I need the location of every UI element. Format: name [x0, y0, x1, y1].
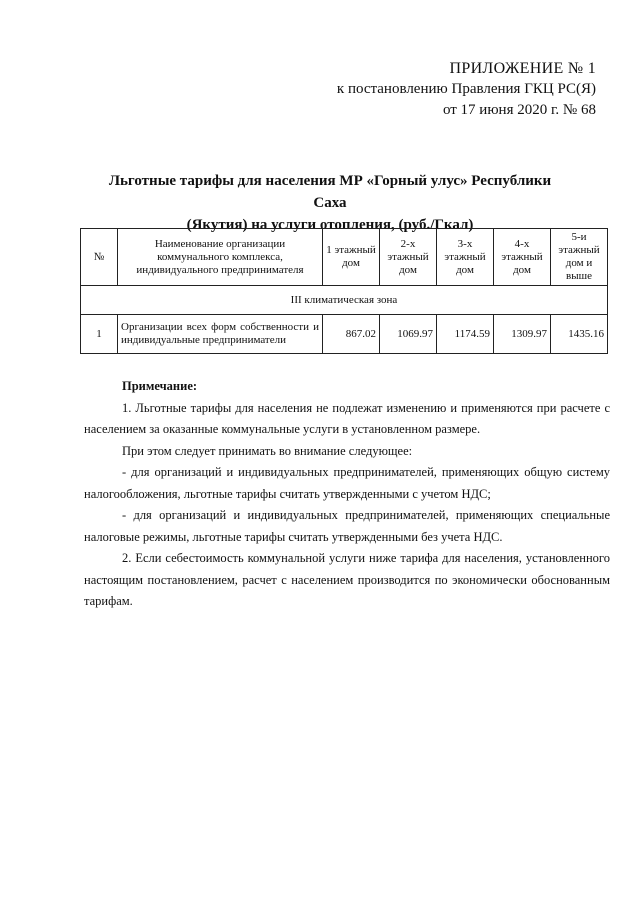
tariff-floors-5: 1435.16	[551, 315, 608, 354]
tariff-floors-2: 1069.97	[380, 315, 437, 354]
tariff-floors-1: 867.02	[323, 315, 380, 354]
note-paragraph-1: 1. Льготные тарифы для населения не подлежат изменению и применяются при расчете с населением за оказанные коммунальные услуги в установленном размере.	[84, 400, 610, 436]
appendix-number: ПРИЛОЖЕНИЕ № 1	[449, 60, 596, 77]
document-title	[100, 170, 560, 236]
appendix-header	[296, 58, 596, 121]
header-floors-3: 3-х этажный дом	[437, 229, 494, 286]
table-row	[81, 315, 608, 354]
note-paragraph-4: - для организаций и индивидуальных предпринимателей, применяющих специальные налоговые режимы, льготные тарифы считать утвержденными без учета НДС.	[84, 508, 610, 544]
appendix-reference: к постановлению Правления ГКЦ РС(Я)	[336, 81, 596, 97]
table-header-row	[81, 229, 608, 286]
tariff-floors-3: 1174.59	[437, 315, 494, 354]
header-organization: Наименование организации коммунального комплекса, индивидуального предпринимателя	[118, 229, 323, 286]
header-floors-2: 2-х этажный дом	[380, 229, 437, 286]
row-organization: Организации всех форм собственности и индивидуальные предприниматели	[118, 315, 323, 354]
note-paragraph-2: При этом следует принимать во внимание следующее:	[122, 443, 413, 458]
climate-zone: III климатическая зона	[81, 286, 608, 315]
tariffs-table	[80, 228, 608, 354]
notes-heading: Примечание:	[122, 379, 198, 393]
appendix-date: от 17 июня 2020 г. № 68	[442, 102, 596, 118]
header-floors-1: 1 этажный дом	[323, 229, 380, 286]
notes-section	[84, 376, 610, 613]
tariff-floors-4: 1309.97	[494, 315, 551, 354]
document-title-line-1: Льготные тарифы для населения МР «Горный улус» Республики Саха	[108, 173, 552, 211]
header-number: №	[81, 229, 118, 286]
row-number: 1	[81, 315, 118, 354]
note-paragraph-3: - для организаций и индивидуальных предпринимателей, применяющих общую систему налогообложения, льготные тарифы считать утвержденными с учетом НДС;	[84, 465, 610, 501]
zone-row	[81, 286, 608, 315]
header-floors-4: 4-х этажный дом	[494, 229, 551, 286]
header-floors-5: 5-и этажный дом и выше	[551, 229, 608, 286]
document-title-line-2: (Якутия) на услуги отопления, (руб./Гкал)	[186, 217, 474, 233]
note-paragraph-5: 2. Если себестоимость коммунальной услуги ниже тарифа для населения, установленного настоящим постановлением, расчет с населением производится по экономически обоснованным тарифам.	[84, 551, 610, 608]
